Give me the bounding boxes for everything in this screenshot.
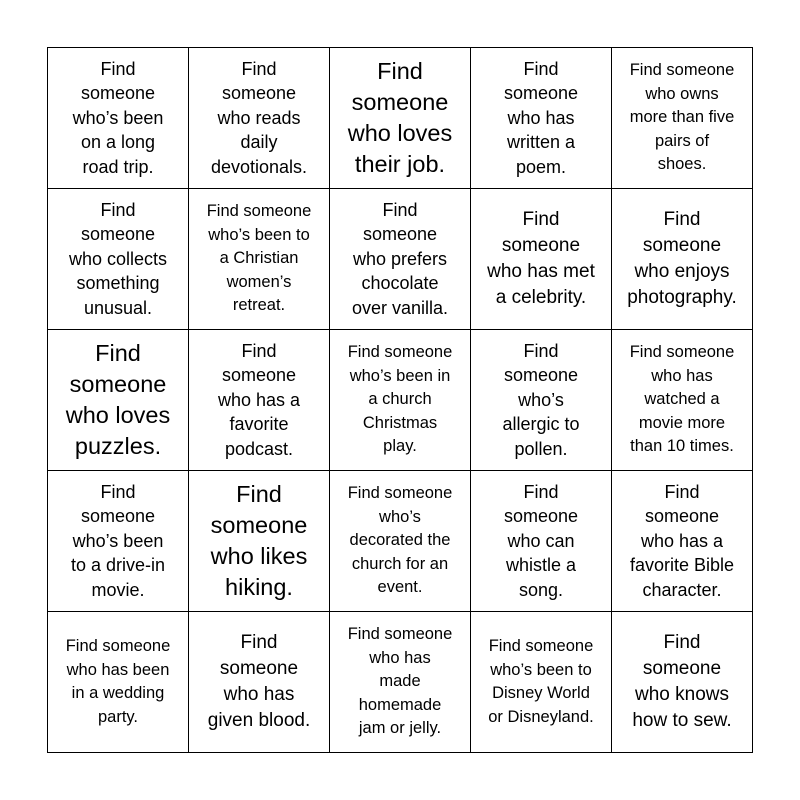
bingo-cell-r1c2[interactable]	[189, 48, 330, 189]
cell-text: Find someone who enjoys photography.	[627, 209, 737, 308]
cell-text: Find someone who has a favorite Bible character.	[629, 481, 735, 600]
bingo-cell-r5c3[interactable]	[330, 612, 471, 753]
bingo-cell-r4c1[interactable]	[48, 471, 189, 612]
cell-text: Find someone who has been in a wedding party.	[65, 637, 171, 726]
bingo-cell-r1c1[interactable]	[48, 48, 189, 189]
cell-text: Find someone who has given blood.	[207, 632, 311, 731]
cell-text: Find someone who has watched a movie more than 10 times.	[629, 343, 735, 456]
cell-text: Find someone who’s been to a drive-in movie.	[70, 481, 166, 600]
bingo-cell-r4c3[interactable]	[330, 471, 471, 612]
bingo-cell-r3c3[interactable]	[330, 330, 471, 471]
bingo-cell-r1c3[interactable]	[330, 48, 471, 189]
bingo-cell-r5c4[interactable]	[471, 612, 612, 753]
bingo-cell-r5c5[interactable]	[612, 612, 753, 753]
cell-text: Find someone who has made homemade jam or jelly.	[347, 625, 453, 738]
cell-text: Find someone who knows how to sew.	[632, 632, 732, 731]
bingo-cell-r3c4[interactable]	[471, 330, 612, 471]
bingo-cell-r4c5[interactable]	[612, 471, 753, 612]
bingo-board	[47, 47, 753, 753]
cell-text: Find someone who collects something unusual.	[68, 199, 168, 318]
cell-text: Find someone who has a favorite podcast.	[217, 340, 301, 459]
bingo-cell-r2c5[interactable]	[612, 189, 753, 330]
bingo-cell-r5c2[interactable]	[189, 612, 330, 753]
cell-text: Find someone who likes hiking.	[210, 481, 308, 600]
cell-text: Find someone who can whistle a song.	[503, 481, 579, 600]
cell-text: Find someone who loves their job.	[347, 58, 453, 177]
bingo-cell-r4c2[interactable]	[189, 471, 330, 612]
bingo-cell-r3c5[interactable]	[612, 330, 753, 471]
cell-text: Find someone who’s been to Disney World or Disneyland.	[488, 637, 594, 726]
cell-text: Find someone who’s been to a Christian women’s retreat.	[206, 202, 312, 315]
bingo-cell-r2c4[interactable]	[471, 189, 612, 330]
cell-text: Find someone who’s been in a church Christmas play.	[347, 343, 453, 456]
bingo-cell-r4c4[interactable]	[471, 471, 612, 612]
cell-text: Find someone who owns more than five pairs of shoes.	[629, 61, 735, 174]
bingo-cell-r2c3[interactable]	[330, 189, 471, 330]
cell-text: Find someone who’s decorated the church for an event.	[347, 484, 453, 597]
cell-text: Find someone who reads daily devotionals.	[210, 58, 308, 177]
bingo-cell-r3c1[interactable]	[48, 330, 189, 471]
bingo-cell-r2c1[interactable]	[48, 189, 189, 330]
bingo-cell-r1c5[interactable]	[612, 48, 753, 189]
bingo-cell-r1c4[interactable]	[471, 48, 612, 189]
bingo-cell-r3c2[interactable]	[189, 330, 330, 471]
bingo-cell-r5c1[interactable]	[48, 612, 189, 753]
cell-text: Find someone who’s allergic to pollen.	[502, 340, 580, 459]
cell-text: Find someone who loves puzzles.	[65, 340, 171, 459]
cell-text: Find someone who prefers chocolate over vanilla.	[351, 199, 449, 318]
bingo-cell-r2c2[interactable]	[189, 189, 330, 330]
cell-text: Find someone who’s been on a long road trip.	[72, 58, 164, 177]
cell-text: Find someone who has written a poem.	[503, 58, 579, 177]
cell-text: Find someone who has met a celebrity.	[487, 209, 595, 308]
